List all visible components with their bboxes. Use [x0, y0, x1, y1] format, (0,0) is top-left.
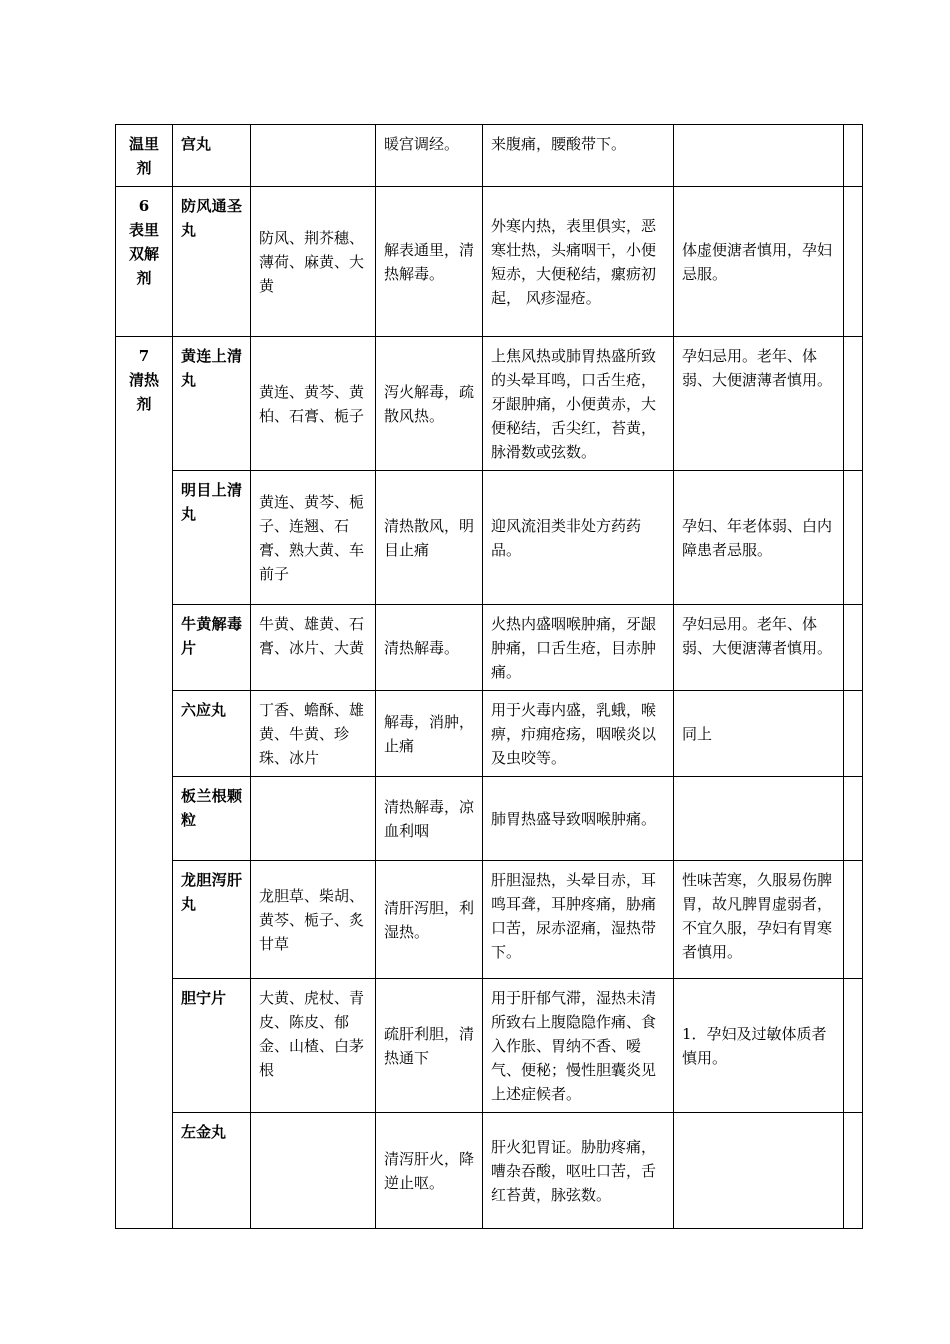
effect-cell: 疏肝利胆，清热通下: [376, 979, 483, 1113]
category-cell: [116, 125, 173, 187]
category-name: 温里剂: [128, 135, 159, 177]
medicine-table: [115, 124, 863, 1229]
medicine-name: 黄连上清丸: [173, 337, 251, 471]
indications-cell: 用于肝郁气滞，湿热未清所致右上腹隐隐作痛、食入作胀、胃纳不香、嗳气、便秘；慢性胆囊炎见上述症候者。: [483, 979, 674, 1113]
blank-cell: [844, 605, 863, 691]
effect-cell: 清热解毒。: [376, 605, 483, 691]
table-row: [116, 187, 863, 337]
table-row: [116, 861, 863, 979]
ingredients-cell: [251, 125, 376, 187]
indications-cell: 火热内盛咽喉肿痛，牙龈肿痛，口舌生疮，目赤肿痛。: [483, 605, 674, 691]
indications-cell: 肝胆湿热，头晕目赤，耳鸣耳聋，耳肿疼痛，胁痛口苦，尿赤涩痛，湿热带下。: [483, 861, 674, 979]
ingredients-cell: 大黄、虎杖、青皮、陈皮、郁金、山楂、白茅根: [251, 979, 376, 1113]
effect-cell: 清泻肝火，降逆止呕。: [376, 1113, 483, 1229]
ingredients-cell: [251, 1113, 376, 1229]
medicine-name: 防风通圣丸: [173, 187, 251, 337]
table-row: [116, 777, 863, 861]
ingredients-cell: 防风、荆芥穗、薄荷、麻黄、大黄: [251, 187, 376, 337]
blank-cell: [844, 979, 863, 1113]
cautions-cell: 孕妇、年老体弱、白内障患者忌服。: [674, 471, 844, 605]
cautions-cell: 同上: [674, 691, 844, 777]
indications-cell: 肺胃热盛导致咽喉肿痛。: [483, 777, 674, 861]
effect-cell: 清热散风，明目止痛: [376, 471, 483, 605]
ingredients-cell: 丁香、蟾酥、雄黄、牛黄、珍珠、冰片: [251, 691, 376, 777]
category-name: 表里双解剂: [128, 221, 159, 287]
category-cell: [116, 187, 173, 337]
medicine-name: 板兰根颗粒: [173, 777, 251, 861]
cautions-cell: [674, 1113, 844, 1229]
ingredients-cell: 牛黄、雄黄、石膏、冰片、大黄: [251, 605, 376, 691]
medicine-name: 龙胆泻肝丸: [173, 861, 251, 979]
table-row: [116, 605, 863, 691]
blank-cell: [844, 691, 863, 777]
effect-cell: 解毒，消肿，止痛: [376, 691, 483, 777]
medicine-name: 牛黄解毒片: [173, 605, 251, 691]
table-row: [116, 337, 863, 471]
effect-cell: 清肝泻胆，利湿热。: [376, 861, 483, 979]
category-number: 6: [138, 197, 150, 215]
blank-cell: [844, 777, 863, 861]
cautions-cell: 孕妇忌用。老年、体弱、大便溏薄者慎用。: [674, 337, 844, 471]
category-cell: [116, 337, 173, 1229]
cautions-cell: 性味苦寒，久服易伤脾胃，故凡脾胃虚弱者，不宜久服，孕妇有胃寒者慎用。: [674, 861, 844, 979]
category-number: 7: [138, 347, 150, 365]
medicine-name: 六应丸: [173, 691, 251, 777]
effect-cell: 泻火解毒，疏散风热。: [376, 337, 483, 471]
table-row: [116, 979, 863, 1113]
medicine-name: 胆宁片: [173, 979, 251, 1113]
indications-cell: 来腹痛，腰酸带下。: [483, 125, 674, 187]
blank-cell: [844, 471, 863, 605]
indications-cell: 肝火犯胃证。胁肋疼痛，嘈杂吞酸，呕吐口苦，舌红苔黄，脉弦数。: [483, 1113, 674, 1229]
indications-cell: 上焦风热或肺胃热盛所致的头晕耳鸣，口舌生疮，牙龈肿痛，小便黄赤，大便秘结，舌尖红，苔黄，脉滑数或弦数。: [483, 337, 674, 471]
indications-cell: 用于火毒内盛，乳蛾，喉痹，疖痈疮疡，咽喉炎以及虫咬等。: [483, 691, 674, 777]
medicine-name: 左金丸: [173, 1113, 251, 1229]
cautions-cell: 孕妇忌用。老年、体弱、大便溏薄者慎用。: [674, 605, 844, 691]
cautions-cell: [674, 125, 844, 187]
ingredients-cell: 黄连、黄芩、黄柏、石膏、栀子: [251, 337, 376, 471]
effect-cell: 清热解毒，凉血利咽: [376, 777, 483, 861]
ingredients-cell: [251, 777, 376, 861]
cautions-cell: 体虚便溏者慎用，孕妇忌服。: [674, 187, 844, 337]
medicine-name: 宫丸: [173, 125, 251, 187]
table-row: [116, 471, 863, 605]
blank-cell: [844, 337, 863, 471]
effect-cell: 暖宫调经。: [376, 125, 483, 187]
blank-cell: [844, 861, 863, 979]
table-row: [116, 125, 863, 187]
blank-cell: [844, 1113, 863, 1229]
ingredients-cell: 黄连、黄芩、栀子、连翘、石膏、熟大黄、车前子: [251, 471, 376, 605]
table-row: [116, 691, 863, 777]
indications-cell: 迎风流泪类非处方药药品。: [483, 471, 674, 605]
cautions-cell: 1．孕妇及过敏体质者慎用。: [674, 979, 844, 1113]
indications-cell: 外寒内热，表里俱实，恶寒壮热，头痛咽干，小便短赤，大便秘结，瘰疬初起， 风疹湿疮。: [483, 187, 674, 337]
ingredients-cell: 龙胆草、柴胡、黄芩、栀子、炙甘草: [251, 861, 376, 979]
cautions-cell: [674, 777, 844, 861]
table-row: [116, 1113, 863, 1229]
blank-cell: [844, 125, 863, 187]
effect-cell: 解表通里，清热解毒。: [376, 187, 483, 337]
medicine-name: 明目上清丸: [173, 471, 251, 605]
category-name: 清热剂: [128, 371, 159, 413]
blank-cell: [844, 187, 863, 337]
